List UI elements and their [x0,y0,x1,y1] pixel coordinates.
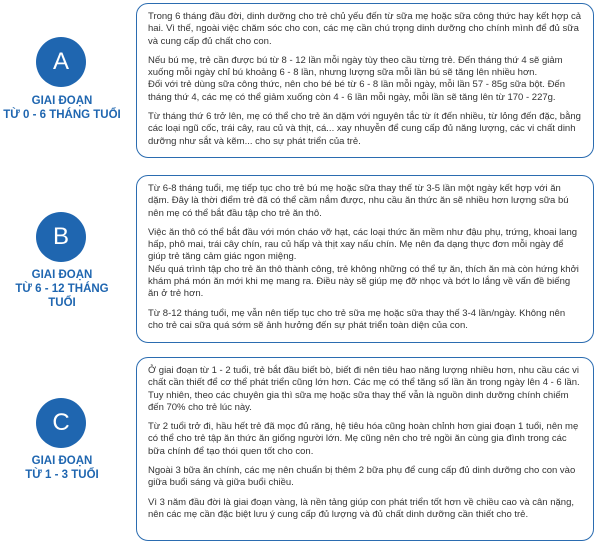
phase-b-letter: B [52,223,69,250]
phase-c-paragraph: Vì 3 năm đầu đời là giai đoạn vàng, là nền tảng giúp con phát triển tốt hơn về chiều cao và cân nặng, nên các mẹ cần đặc biệt lưu ý cung cấp đủ lượng và đủ chất dinh dưỡng cần thiết cho trẻ. [148,496,575,520]
phase-b-title-line2: TỪ 6 - 12 THÁNG TUỔI [15,283,109,309]
phase-b-paragraph: Nếu quá trình tập cho trẻ ăn thô thành công, trẻ không những có thể tự ăn, thích ăn mà còn hứng khởi khám phá món ăn mới khi mẹ mang ra. Điều này sẽ giúp mẹ đỡ nhọc và bớt lo lắng về vấn đề biếng ăn ở trẻ hơn. [148,263,579,300]
phase-a-letter: A [52,48,69,75]
phase-b-card [136,175,594,343]
phase-a-paragraph: Từ tháng thứ 6 trở lên, mẹ có thể cho trẻ ăn dặm với nguyên tắc từ ít đến nhiều, từ lỏng đến đặc, bằng các loại ngũ cốc, trái cây, rau củ và thịt, cá... xay nhuyễn để cung cấp đủ năng lượng, các vi chất dinh dưỡng như sắt và kẽm... cho sự phát triển của trẻ. [148,111,581,147]
phase-c-card [136,357,594,541]
phase-c-badge [36,398,86,448]
phase-b-paragraph: Việc ăn thô có thể bắt đầu với món cháo vỡ hạt, các loại thức ăn mềm như đậu phụ, trứng, khoai lang hấp, phô mai, trái cây chín, rau củ hấp và thịt xay nấu chín. Mẹ nên đa dạng thực đơn mỗi ngày để giúp trẻ tăng cảm giác ngon miệng. [148,226,578,263]
phase-a-paragraph: Nếu bú mẹ, trẻ cần được bú từ 8 - 12 lần mỗi ngày tùy theo cầu từng trẻ. Đến tháng thứ 4 sẽ giảm xuống mỗi ngày chỉ bú khoảng 6 - 8 lần, nhưng lượng sữa mỗi lần bú sẽ tăng lên nhiều hơn. [148,54,563,79]
phase-a-title-line2: TỪ 0 - 6 THÁNG TUỔI [3,109,121,121]
phase-c-title-line1: GIAI ĐOẠN [31,455,93,467]
phase-c-paragraph: Ở giai đoạn từ 1 - 2 tuổi, trẻ bắt đầu biết bò, biết đi nên tiêu hao năng lượng nhiều hơn, nhu cầu các vi chất cần thiết để cơ thể phát triển cũng lớn hơn. Các mẹ có thể tăng số lần ăn trong ngày lên 4 - 6 lần. Tuy nhiên, theo các chuyên gia thì sữa mẹ hoặc sữa thay thế vẫn là nguồn dinh dưỡng chính chiếm đến 70% cho trẻ lúc này. [148,365,580,413]
phase-c-title-line2: TỪ 1 - 3 TUỔI [25,469,99,481]
phase-b-paragraph: Từ 6-8 tháng tuổi, mẹ tiếp tục cho trẻ bú mẹ hoặc sữa thay thế từ 3-5 lần một ngày kết hợp với ăn dặm. Đây là thời điểm trẻ đã có thể cầm nắm được, nhu cầu ăn thức ăn sẽ nhiều hơn lượng sữa bú nên mẹ có thể bắt đầu tập cho trẻ ăn thô. [148,183,569,219]
phase-a-paragraph: Trong 6 tháng đầu đời, dinh dưỡng cho trẻ chủ yếu đến từ sữa mẹ hoặc sữa công thức hay kết hợp cả hai. Vì thế, ngoài việc chăm sóc cho con, các mẹ cần chú trọng dinh dưỡng cho chính mình để đủ sữa và cung cấp đủ chất cho con. [148,11,582,47]
phase-c-paragraph: Từ 2 tuổi trở đi, hầu hết trẻ đã mọc đủ răng, hệ tiêu hóa cũng hoàn chỉnh hơn giai đoạn 1 tuổi, nên mẹ có thể cho trẻ tập ăn thức ăn giống người lớn. Mẹ cũng nên cho trẻ ngồi ăn cùng gia đình trong các bữa chính để tạo thói quen tốt cho con. [148,421,579,457]
phase-b-title [2,268,122,310]
phase-b-badge [36,212,86,262]
phase-c-paragraph: Ngoài 3 bữa ăn chính, các mẹ nên chuẩn bị thêm 2 bữa phụ để cung cấp đủ dinh dưỡng cho con vào giữa buổi sáng và giữa buổi chiều. [148,465,576,489]
phase-a-card [136,3,594,158]
phase-c-title [2,454,122,482]
phase-b-paragraph: Từ 8-12 tháng tuổi, mẹ vẫn nên tiếp tục cho trẻ sữa mẹ hoặc sữa thay thế 3-4 lần/ngày. Không nên cho trẻ cai sữa quá sớm sẽ ảnh hưởng đến sự phát triển toàn diện của con. [148,307,566,331]
phase-a-title [2,94,122,122]
phase-a-title-line1: GIAI ĐOẠN [31,95,93,107]
phase-a-badge [36,37,86,87]
phase-c-letter: C [52,409,70,436]
phase-b-title-line1: GIAI ĐOẠN [31,269,93,281]
phase-a-paragraph: Đối với trẻ dùng sữa công thức, nên cho bé bé từ 6 - 8 lần mỗi ngày, mỗi lần 57 - 85g sữa bột. Đến tháng thứ 4, các mẹ có thể giảm xuống còn 4 - 6 lần mỗi ngày, mỗi lần sẽ tăng lên từ 170 - 227g. [148,79,565,103]
